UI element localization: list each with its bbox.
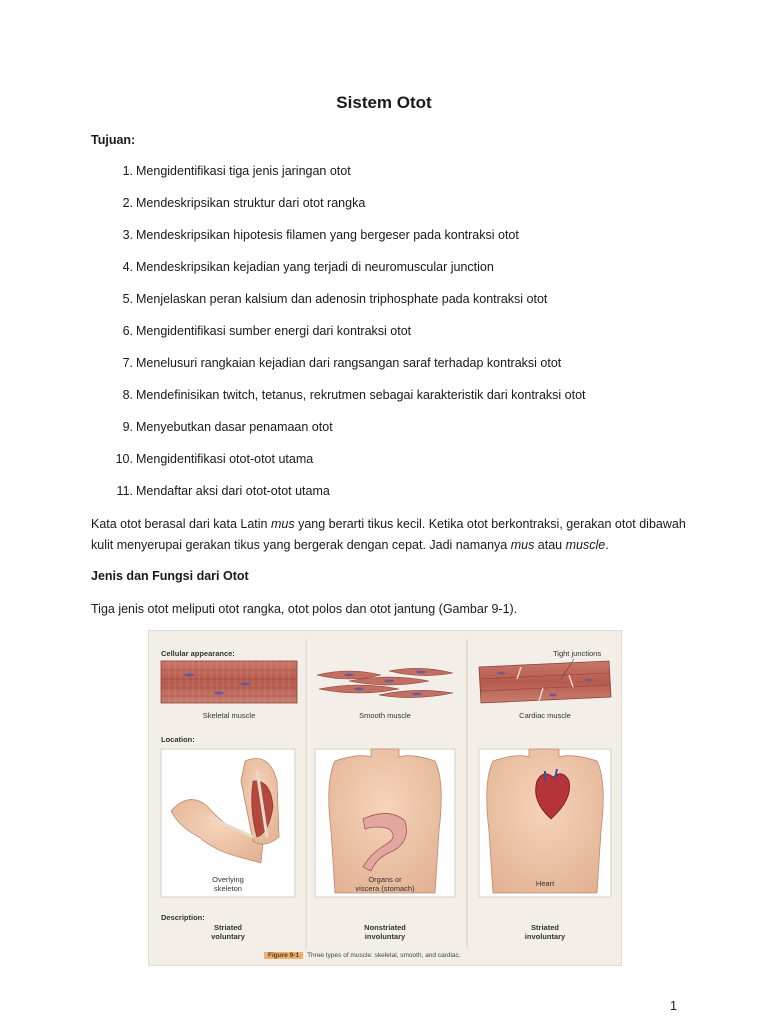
cardiac-description: Striated involuntary — [524, 923, 566, 941]
tight-junctions-label: Tight junctions — [553, 649, 602, 658]
list-item: 2. Mendeskripsikan struktur dari otot rangka — [122, 196, 366, 210]
skeletal-tissue-image — [161, 661, 297, 703]
list-item: 7. Menelusuri rangkaian kejadian dari rangsangan saraf terhadap kontraksi otot — [122, 356, 562, 370]
cardiac-tissue-image — [479, 659, 611, 703]
page-title: Sistem Otot — [336, 93, 432, 112]
list-item: 9. Menyebutkan dasar penamaan otot — [122, 420, 333, 434]
muscle-illustration — [149, 631, 621, 965]
objectives-label: Tujuan: — [91, 133, 136, 147]
list-item: 10. Mengidentifikasi otot-otot utama — [115, 452, 314, 466]
cardiac-muscle-label: Cardiac muscle — [519, 711, 571, 720]
smooth-muscle-label: Smooth muscle — [359, 711, 411, 720]
location-label: Location: — [161, 735, 195, 744]
description-label: Description: — [161, 913, 205, 922]
torso-heart-image — [487, 749, 604, 893]
smooth-location-label: Organs or viscera (stomach) — [355, 875, 415, 893]
smooth-tissue-image — [315, 667, 455, 701]
intro-paragraph: Kata otot berasal dari kata Latin mus yang berarti tikus kecil. Ketika otot berkontraksi, gerakan otot dibawah kulit menyerupai gerakan tikus yang bergerak dengan cepat. Jadi namanya mus atau muscle. — [91, 517, 686, 552]
figure-caption-text: Three types of muscle: skeletal, smooth, and cardiac. — [307, 952, 461, 959]
objectives-list — [91, 164, 691, 516]
cellular-appearance-label: Cellular appearance: — [161, 649, 235, 658]
list-item: 3. Mendeskripsikan hipotesis filamen yang bergeser pada kontraksi otot — [122, 228, 519, 242]
torso-stomach-image — [329, 749, 442, 893]
skeletal-location-label: Overlying skeleton — [212, 875, 244, 893]
figure-caption — [264, 952, 461, 959]
list-item: 6. Mengidentifikasi sumber energi dari kontraksi otot — [122, 324, 412, 338]
figure-tag: Figure 9-1 — [264, 952, 303, 959]
muscle-types-figure — [148, 630, 622, 966]
list-item: 11. Mendaftar aksi dari otot-otot utama — [116, 484, 330, 498]
smooth-description: Nonstriated involuntary — [364, 923, 406, 941]
list-item: 5. Menjelaskan peran kalsium dan adenosin triphosphate pada kontraksi otot — [122, 292, 548, 306]
section-heading: Jenis dan Fungsi dari Otot — [91, 569, 249, 583]
list-item: 4. Mendeskripsikan kejadian yang terjadi di neuromuscular junction — [122, 260, 494, 274]
list-item: 8. Mendefinisikan twitch, tetanus, rekrutmen sebagai karakteristik dari kontraksi otot — [122, 388, 586, 402]
cardiac-location-label: Heart — [535, 879, 555, 888]
skeletal-description: Striated voluntary — [211, 923, 245, 941]
page-number: 1 — [670, 999, 677, 1013]
skeletal-muscle-label: Skeletal muscle — [202, 711, 256, 720]
section-text: Tiga jenis otot meliputi otot rangka, otot polos dan otot jantung (Gambar 9-1). — [91, 602, 518, 616]
list-item: 1. Mengidentifikasi tiga jenis jaringan otot — [122, 164, 351, 178]
